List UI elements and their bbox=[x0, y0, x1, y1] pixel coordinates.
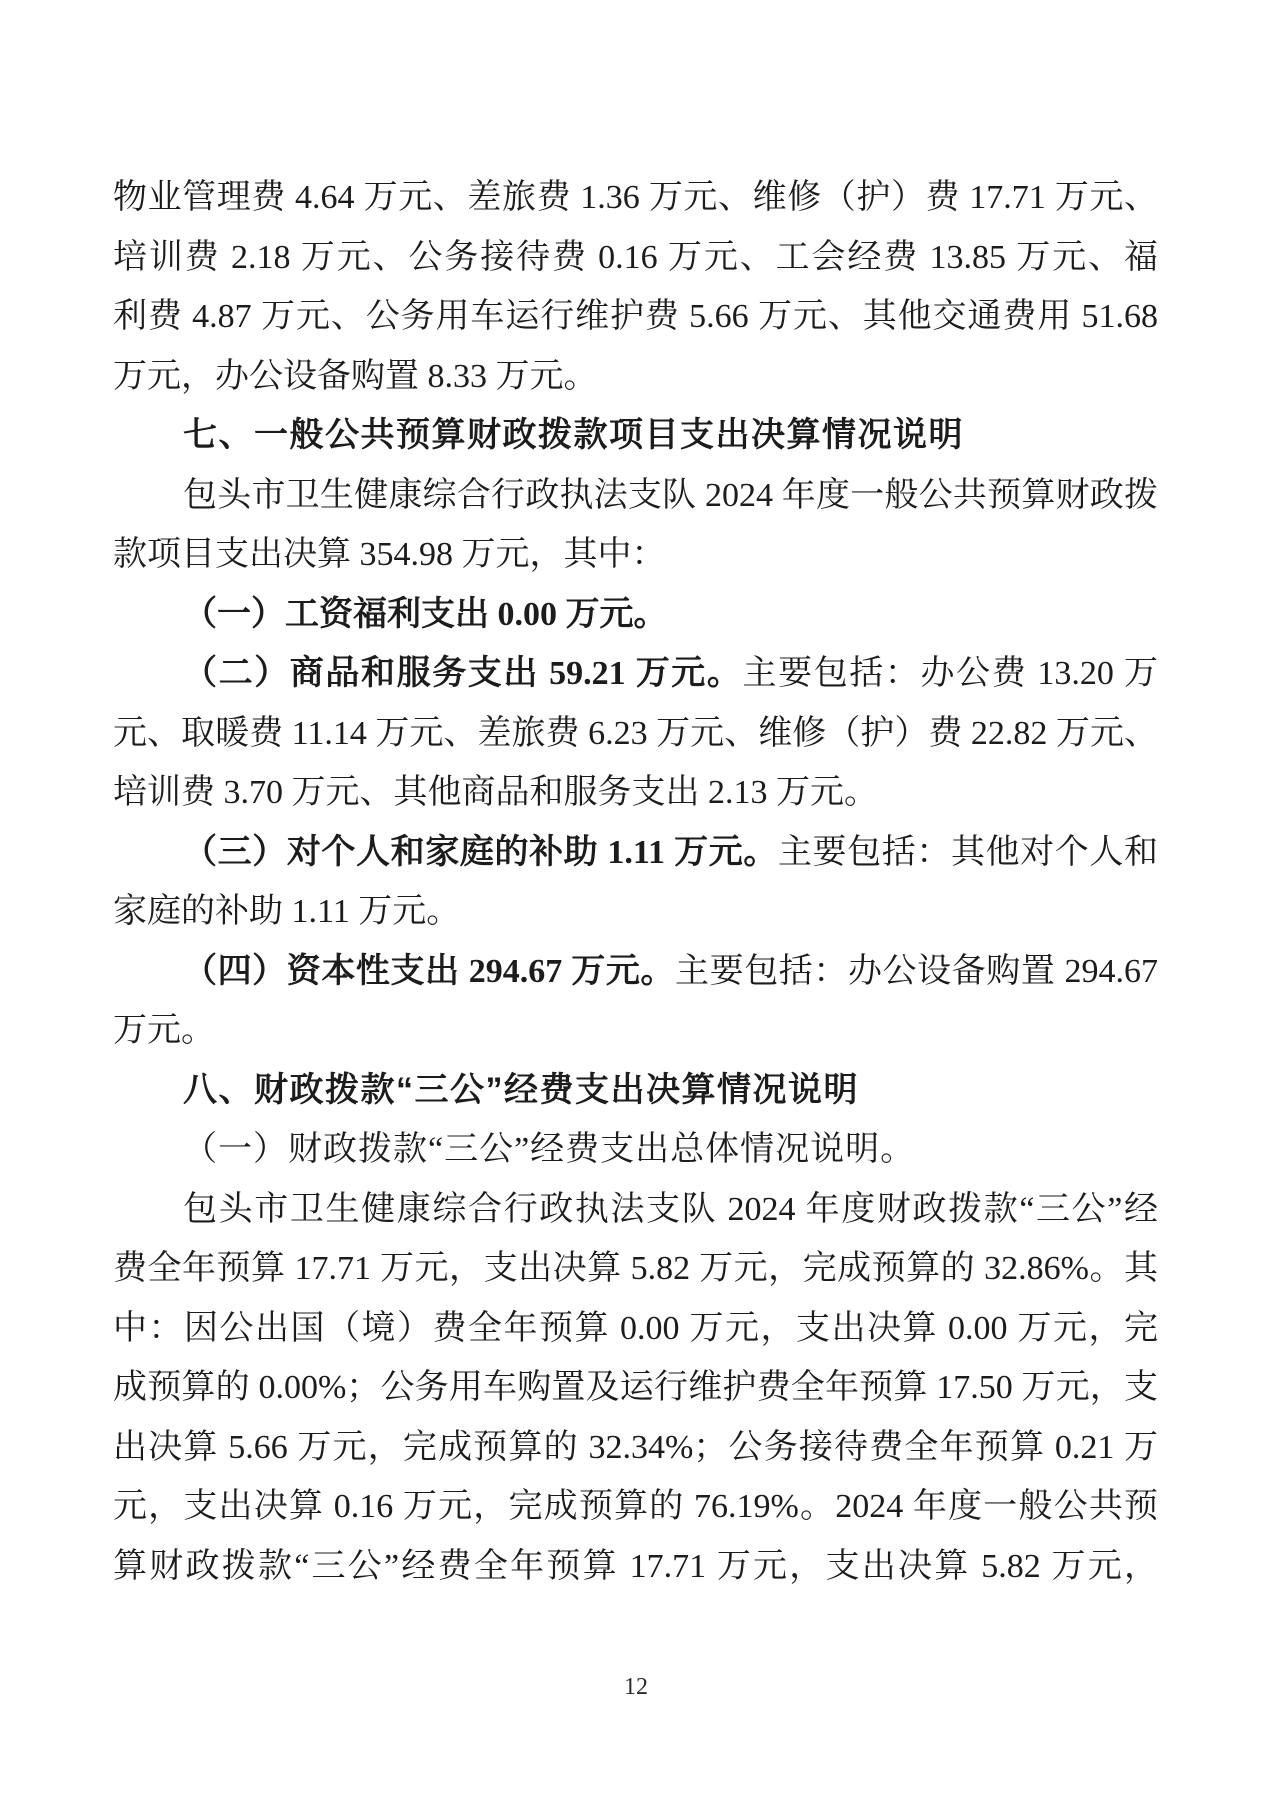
subsection-title: （二）商品和服务支出 59.21 万元。 bbox=[183, 655, 743, 692]
body-text: 出决算 5.66 万元，完成预算的 32.34%；公务接待费全年预算 0.21 万 bbox=[113, 1428, 1158, 1466]
body-text: 万元。 bbox=[113, 1012, 215, 1049]
subsection-heading-1 bbox=[113, 585, 1158, 645]
body-text: 利费 4.87 万元、公务用车运行维护费 5.66 万元、其他交通费用 51.68 bbox=[113, 298, 1158, 335]
text-line bbox=[113, 704, 1158, 764]
text-line bbox=[113, 1299, 1158, 1359]
text-line bbox=[113, 1239, 1158, 1299]
body-text: 元、取暖费 11.14 万元、差旅费 6.23 万元、维修（护）费 22.82 万元、 bbox=[113, 714, 1158, 752]
subsection-heading-4 bbox=[113, 942, 1158, 1002]
body-text: 中：因公出国（境）费全年预算 0.00 万元，支出决算 0.00 万元，完 bbox=[113, 1309, 1158, 1347]
body-text: 费全年预算 17.71 万元，支出决算 5.82 万元，完成预算的 32.86%。其 bbox=[113, 1250, 1158, 1287]
subsection-heading-2 bbox=[113, 644, 1158, 704]
body-text: 元，支出决算 0.16 万元，完成预算的 76.19%。2024 年度一般公共预 bbox=[113, 1488, 1158, 1525]
body-text: 培训费 3.70 万元、其他商品和服务支出 2.13 万元。 bbox=[113, 774, 878, 811]
body-text: 算财政拨款“三公”经费全年预算 17.71 万元，支出决算 5.82 万元， bbox=[113, 1547, 1158, 1585]
text-line bbox=[113, 1358, 1158, 1418]
page-number: 12 bbox=[624, 1674, 648, 1700]
body-text: 主要包括：其他对个人和 bbox=[777, 833, 1159, 871]
subsection-heading-3 bbox=[113, 823, 1158, 883]
subsection-heading-kai bbox=[113, 1120, 1158, 1180]
text-line bbox=[113, 1001, 1158, 1061]
subsection-title: （一）工资福利支出 0.00 万元。 bbox=[183, 595, 668, 633]
text-line bbox=[113, 466, 1158, 526]
body-text: 款项目支出决算 354.98 万元，其中： bbox=[113, 536, 666, 573]
body-text: 家庭的补助 1.11 万元。 bbox=[113, 893, 461, 930]
text-line bbox=[113, 168, 1158, 228]
text-line bbox=[113, 347, 1158, 407]
text-line bbox=[113, 525, 1158, 585]
text-line bbox=[113, 1180, 1158, 1240]
heading-text: 八、财政拨款“三公”经费支出决算情况说明 bbox=[183, 1070, 859, 1109]
text-line bbox=[113, 228, 1158, 288]
body-text: 物业管理费 4.64 万元、差旅费 1.36 万元、维修（护）费 17.71 万元、 bbox=[113, 179, 1158, 216]
body-text: 包头市卫生健康综合行政执法支队 2024 年度一般公共预算财政拨 bbox=[183, 476, 1158, 514]
section-heading-7 bbox=[113, 406, 1158, 466]
body-text: 培训费 2.18 万元、公务接待费 0.16 万元、工会经费 13.85 万元、福 bbox=[113, 238, 1158, 276]
text-line bbox=[113, 287, 1158, 347]
document-body bbox=[113, 168, 1158, 1596]
section-heading-8 bbox=[113, 1061, 1158, 1121]
subsection-title: （三）对个人和家庭的补助 1.11 万元。 bbox=[183, 833, 778, 871]
body-text: 主要包括：办公设备购置 294.67 bbox=[675, 952, 1159, 990]
text-line bbox=[113, 1537, 1158, 1597]
body-text: 包头市卫生健康综合行政执法支队 2024 年度财政拨款“三公”经 bbox=[183, 1190, 1158, 1228]
heading-text: 七、一般公共预算财政拨款项目支出决算情况说明 bbox=[183, 416, 964, 454]
text-line bbox=[113, 882, 1158, 942]
body-text: 万元，办公设备购置 8.33 万元。 bbox=[113, 357, 598, 395]
text-line bbox=[113, 763, 1158, 823]
subsection-title: （一）财政拨款“三公”经费支出总体情况说明。 bbox=[183, 1131, 916, 1168]
text-line bbox=[113, 1418, 1158, 1478]
body-text: 主要包括：办公费 13.20 万 bbox=[742, 655, 1158, 692]
text-line bbox=[113, 1477, 1158, 1537]
subsection-title: （四）资本性支出 294.67 万元。 bbox=[183, 952, 676, 990]
body-text: 成预算的 0.00%；公务用车购置及运行维护费全年预算 17.50 万元，支 bbox=[113, 1369, 1158, 1406]
